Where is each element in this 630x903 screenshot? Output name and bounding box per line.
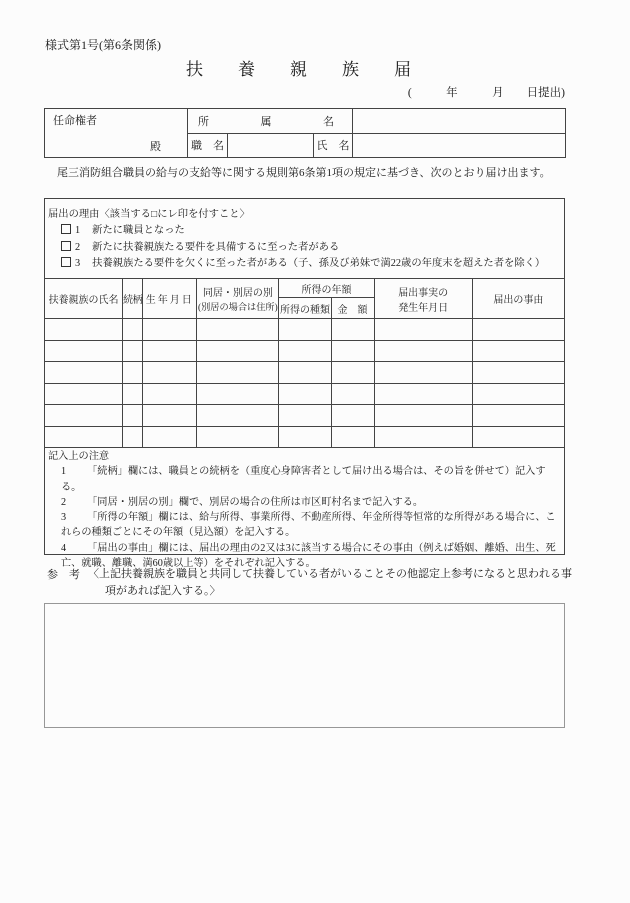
cell-birth-date[interactable] [143,340,197,362]
reference-note: 〈上記扶養親族を職員と共同して扶養している者がいることその他認定上参考になると思われる事項があれば記入する。〉 [88,568,572,597]
cell-relation[interactable] [123,362,143,384]
honorific-label: 殿 [150,141,161,153]
reference-label: 参 考 [47,569,80,581]
cell-fact-date[interactable] [374,319,472,341]
affiliation-label-cell [188,109,353,134]
cell-birth-date[interactable] [143,426,197,448]
submission-date-line: ( 年 月 日提出) [407,87,565,99]
checkbox-icon[interactable] [61,241,71,251]
reason-text: 新たに扶養親族たる要件を具備するに至った者がある [92,241,340,253]
cell-cause[interactable] [472,426,564,448]
cell-income-amount[interactable] [331,319,374,341]
table-row [45,405,565,427]
cell-cause[interactable] [472,405,564,427]
cell-income-amount[interactable] [331,362,374,384]
cell-name[interactable] [45,340,123,362]
cell-cause[interactable] [472,383,564,405]
col-header-income-type: 所得の種類 [279,298,331,319]
name-label: 氏 名 [314,133,353,158]
reference-heading [47,566,577,600]
cell-income-type[interactable] [279,405,331,427]
note-item-1 [61,464,560,495]
col-header-name: 扶養親族の氏名 [45,279,123,319]
cell-income-amount[interactable] [331,426,374,448]
reason-option-1[interactable] [61,223,564,240]
affiliation-char: 名 [323,115,335,128]
reason-text: 扶養親族たる要件を欠くに至った者がある（子、孫及び弟妹で満22歳の年度末を超えた者を除く） [92,258,546,270]
cell-income-type[interactable] [279,426,331,448]
cell-relation[interactable] [123,319,143,341]
note-item-2 [61,495,560,510]
appointer-table [44,108,566,158]
cell-living[interactable] [197,340,279,362]
cell-living[interactable] [197,319,279,341]
cell-income-amount[interactable] [331,405,374,427]
col-header-fact-date [374,279,472,319]
cell-fact-date[interactable] [374,405,472,427]
cell-fact-date[interactable] [374,340,472,362]
cell-birth-date[interactable] [143,362,197,384]
col-header-birth-date: 生年月日 [143,279,197,319]
notes-section [44,447,565,570]
note-text: 「続柄」欄には、職員との続柄を（重度心身障害者として届け出る場合は、その旨を併せて）記入する。 [61,466,546,493]
living-label-line1: 同居・別居の別 [202,288,273,299]
col-header-income-amount: 金 額 [331,298,374,319]
reason-number: 3 [75,258,81,270]
cell-living[interactable] [197,426,279,448]
reason-heading: 届出の理由〈該当する□にレ印を付すこと〉 [48,209,250,220]
cell-income-amount[interactable] [331,383,374,405]
col-header-cause: 届出の事由 [472,279,564,319]
col-header-living [197,279,279,319]
name-value-field[interactable] [353,133,566,158]
cell-living[interactable] [197,362,279,384]
fact-label-line2: 発生年月日 [398,302,449,314]
cell-relation[interactable] [123,383,143,405]
note-number: 4 [61,542,67,554]
checkbox-icon[interactable] [61,257,71,267]
note-number: 2 [61,496,67,508]
col-header-income-group: 所得の年額 [279,279,374,298]
cell-name[interactable] [45,319,123,341]
cell-relation[interactable] [123,426,143,448]
cell-name[interactable] [45,362,123,384]
cell-living[interactable] [197,383,279,405]
cell-income-type[interactable] [279,340,331,362]
cell-fact-date[interactable] [374,426,472,448]
table-row [45,340,565,362]
col-header-relation: 続柄 [123,279,143,319]
appointer-cell [45,109,188,158]
cell-name[interactable] [45,426,123,448]
note-text: 「届出の事由」欄には、届出の理由の2又は3に該当する場合にその事由（例えば婚姻、離婚、出生、死亡、就職、離職、満60歳以上等）をそれぞれ記入する。 [61,542,556,570]
cell-name[interactable] [45,405,123,427]
cell-birth-date[interactable] [143,319,197,341]
job-title-value-field[interactable] [228,133,314,158]
statement-text: 尾三消防組合職員の給与の支給等に関する規則第6条第1項の規定に基づき、次のとおり届け出ます。 [57,167,551,179]
checkbox-icon[interactable] [61,224,71,234]
job-title-label: 職 名 [188,133,228,158]
dependents-table [44,278,565,448]
page-title: 扶 養 親 族 届 [186,60,420,79]
affiliation-value-field[interactable] [353,109,566,134]
cell-income-type[interactable] [279,383,331,405]
note-text: 「同居・別居の別」欄で、別居の場合の住所は市区町村名まで記入する。 [87,496,424,508]
note-text: 「所得の年額」欄には、給与所得、事業所得、不動産所得、年金所得等恒常的な所得がある場合に、これらの種類ごとにその年額（見込額）を記入する。 [61,512,556,539]
cell-cause[interactable] [472,340,564,362]
cell-cause[interactable] [472,319,564,341]
reason-number: 1 [75,225,81,236]
form-number: 様式第1号(第6条関係) [45,38,161,52]
appointer-label: 任命権者 [53,115,97,127]
notes-heading: 記入上の注意 [48,451,110,462]
cell-income-amount[interactable] [331,340,374,362]
note-number: 3 [61,512,67,524]
living-label-line2: (別居の場合は住所) [198,302,278,312]
cell-living[interactable] [197,405,279,427]
reference-entry-box[interactable] [44,603,565,728]
affiliation-char: 所 [198,115,209,128]
affiliation-char: 属 [260,115,272,128]
note-number: 1 [61,466,67,478]
cell-fact-date[interactable] [374,362,472,384]
note-item-3 [61,510,560,541]
cell-relation[interactable] [123,340,143,362]
cell-relation[interactable] [123,405,143,427]
reason-number: 2 [75,241,81,253]
table-row [45,383,565,405]
cell-income-type[interactable] [279,362,331,384]
table-row [45,319,565,341]
reason-text: 新たに職員となった [92,225,185,236]
cell-cause[interactable] [472,362,564,384]
cell-name[interactable] [45,383,123,405]
reason-option-2[interactable] [61,240,564,257]
fact-label-line1: 届出事実の [398,287,449,299]
reason-option-3[interactable] [61,256,564,273]
cell-birth-date[interactable] [143,383,197,405]
cell-birth-date[interactable] [143,405,197,427]
cell-fact-date[interactable] [374,383,472,405]
table-row [45,362,565,384]
reason-section [44,198,565,278]
table-row [45,426,565,448]
cell-income-type[interactable] [279,319,331,341]
